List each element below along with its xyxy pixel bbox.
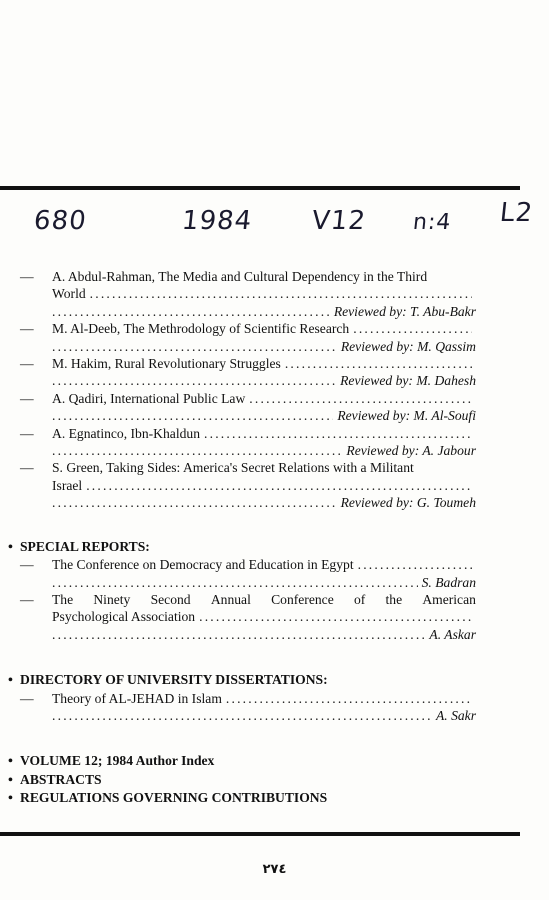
section-heading: REGULATIONS GOVERNING CONTRIBUTIONS: [20, 790, 328, 806]
bullet-mark: •: [8, 673, 13, 689]
review-title: S. Green, Taking Sides: America's Secret Relations with a Militant: [52, 460, 414, 476]
report-author: A. Askar: [429, 626, 476, 642]
leader-dots: [52, 372, 336, 389]
reviewer: Reviewed by: M. Qassim: [340, 338, 476, 354]
leader-dots: [90, 285, 472, 302]
section-heading: VOLUME 12; 1984 Author Index: [20, 753, 215, 769]
report-title-word: American: [422, 591, 476, 607]
contents-list: [8, 268, 476, 808]
leader-dots: [353, 320, 472, 337]
review-title: A. Qadiri, International Public Law: [52, 390, 246, 406]
reviewer: Reviewed by: G. Toumeh: [340, 495, 476, 511]
dissertation-entry: [20, 690, 476, 725]
leader-dots: [52, 442, 342, 459]
report-title-word: Ninety: [93, 591, 131, 607]
leader-dots: [52, 574, 418, 591]
report-title-word: Conference: [271, 591, 334, 607]
report-author: S. Badran: [421, 574, 476, 590]
bullet-mark: •: [8, 754, 13, 770]
leader-dots: [52, 303, 330, 320]
dash-mark: —: [20, 321, 34, 337]
leader-dots: [52, 626, 425, 643]
special-reports-section: [8, 538, 476, 643]
dash-mark: —: [20, 557, 34, 573]
review-entry: [20, 320, 476, 355]
report-title-word: Second: [150, 591, 191, 607]
bottom-rule: [0, 832, 520, 836]
dash-mark: —: [20, 356, 34, 372]
handwritten-note: 680: [32, 206, 89, 236]
report-entry: [20, 556, 476, 591]
review-entry: [20, 390, 476, 425]
leader-dots: [204, 425, 472, 442]
review-title: M. Hakim, Rural Revolutionary Struggles: [52, 356, 281, 372]
section-heading: ABSTRACTS: [20, 771, 102, 787]
final-items-section: [8, 752, 476, 807]
leader-dots: [52, 407, 333, 424]
leader-dots: [199, 608, 472, 625]
report-title-word: Annual: [210, 591, 251, 607]
bullet-mark: •: [8, 772, 13, 788]
leader-dots: [358, 556, 472, 573]
leader-dots: [226, 690, 472, 707]
handwritten-note: 1984: [180, 206, 254, 236]
review-title: M. Al-Deeb, The Methrodology of Scientific Research: [52, 321, 350, 337]
section-heading: SPECIAL REPORTS:: [20, 538, 150, 554]
report-title-word: of: [353, 591, 366, 607]
leader-dots: [249, 390, 472, 407]
review-entry: [20, 355, 476, 390]
page-number: ٢٧٤: [262, 862, 287, 877]
review-entry: [20, 268, 476, 320]
reviewer: Reviewed by: M. Al-Soufi: [337, 408, 476, 424]
dash-mark: —: [20, 269, 34, 284]
report-entry: [20, 591, 476, 643]
review-title: World: [52, 286, 86, 302]
report-title: Psychological Association: [52, 609, 196, 625]
reviewer: Reviewed by: A. Jabour: [346, 443, 476, 459]
review-entry: [20, 425, 476, 460]
top-rule: [0, 186, 520, 190]
reviewer: Reviewed by: M. Dahesh: [340, 373, 476, 389]
report-title-word: The: [52, 591, 74, 607]
section-heading: DIRECTORY OF UNIVERSITY DISSERTATIONS:: [20, 672, 328, 688]
dash-mark: —: [20, 690, 34, 706]
review-entry: [20, 459, 476, 511]
dissertations-section: [8, 671, 476, 724]
review-title: Israel: [52, 477, 83, 493]
report-title-word: the: [385, 591, 403, 607]
leader-dots: [52, 494, 337, 511]
leader-dots: [86, 477, 472, 494]
reviewer: Reviewed by: T. Abu-Bakr: [333, 303, 476, 319]
dash-mark: —: [20, 591, 34, 607]
bullet-mark: •: [8, 791, 13, 807]
report-title: The Conference on Democracy and Education in Egypt: [52, 557, 354, 573]
dissertation-author: A. Sakr: [435, 707, 476, 723]
bullet-mark: •: [8, 539, 13, 555]
review-title: A. Egnatinco, Ibn-Khaldun: [52, 425, 200, 441]
dash-mark: —: [20, 460, 34, 476]
handwritten-note: L2: [498, 198, 535, 228]
review-title: A. Abdul-Rahman, The Media and Cultural Dependency in the Third: [52, 269, 428, 284]
leader-dots: [52, 707, 432, 724]
report-title: [52, 591, 476, 608]
dissertation-title: Theory of AL-JEHAD in Islam: [52, 690, 222, 706]
handwritten-note: V12: [310, 206, 368, 236]
handwritten-note: n:4: [411, 210, 453, 235]
dash-mark: —: [20, 390, 34, 406]
leader-dots: [52, 338, 337, 355]
dash-mark: —: [20, 425, 34, 441]
leader-dots: [285, 355, 472, 372]
